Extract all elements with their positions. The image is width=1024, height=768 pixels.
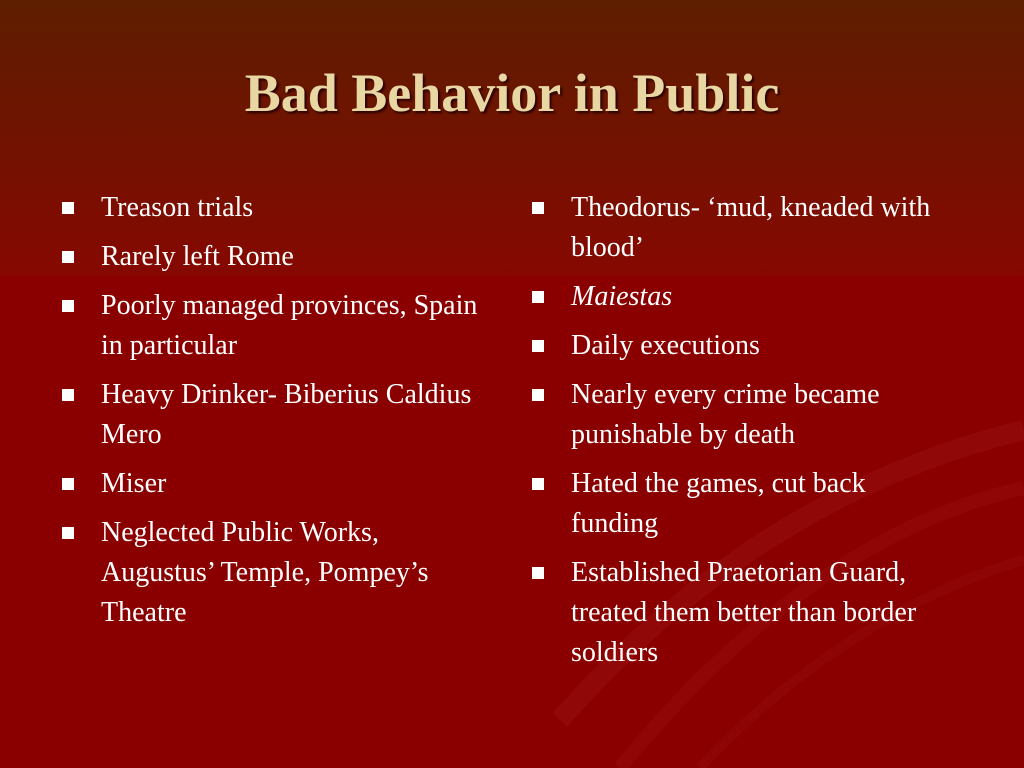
- list-item: [62, 188, 492, 228]
- list-item-text: Nearly every crime became punishable by death: [571, 379, 880, 450]
- list-item-text: Rarely left Rome: [101, 241, 294, 272]
- square-bullet-icon: [62, 389, 74, 401]
- list-item-text: Hated the games, cut back funding: [571, 468, 866, 539]
- list-item: [62, 464, 492, 504]
- list-item-text: Neglected Public Works, Augustus’ Temple, Pompey’s Theatre: [101, 517, 429, 628]
- list-item: [532, 375, 952, 455]
- list-item-text: Maiestas: [571, 281, 673, 312]
- list-item: [62, 513, 492, 633]
- square-bullet-icon: [532, 389, 544, 401]
- square-bullet-icon: [532, 340, 544, 352]
- list-item: [62, 375, 492, 455]
- square-bullet-icon: [62, 300, 74, 312]
- list-item-text: Miser: [101, 468, 167, 499]
- list-item-text: Theodorus- ‘mud, kneaded with blood’: [571, 192, 931, 263]
- list-item: [532, 188, 952, 268]
- square-bullet-icon: [532, 567, 544, 579]
- square-bullet-icon: [532, 202, 544, 214]
- square-bullet-icon: [62, 527, 74, 539]
- list-item-text: Treason trials: [101, 192, 254, 223]
- square-bullet-icon: [532, 291, 544, 303]
- right-bullet-list: [532, 188, 952, 682]
- square-bullet-icon: [62, 478, 74, 490]
- slide-title: Bad Behavior in Public: [244, 63, 780, 123]
- list-item-text: Poorly managed provinces, Spain in particular: [101, 290, 478, 361]
- list-item-text: Established Praetorian Guard, treated them better than border soldiers: [571, 557, 917, 668]
- square-bullet-icon: [62, 251, 74, 263]
- list-item: [62, 237, 492, 277]
- square-bullet-icon: [532, 478, 544, 490]
- list-item: [532, 464, 952, 544]
- list-item-text: Heavy Drinker- Biberius Caldius Mero: [101, 379, 472, 450]
- list-item: [532, 553, 952, 673]
- left-bullet-list: [62, 188, 492, 642]
- list-item-text: Daily executions: [571, 330, 760, 361]
- list-item: [532, 326, 952, 366]
- list-item: [532, 277, 952, 317]
- list-item: [62, 286, 492, 366]
- square-bullet-icon: [62, 202, 74, 214]
